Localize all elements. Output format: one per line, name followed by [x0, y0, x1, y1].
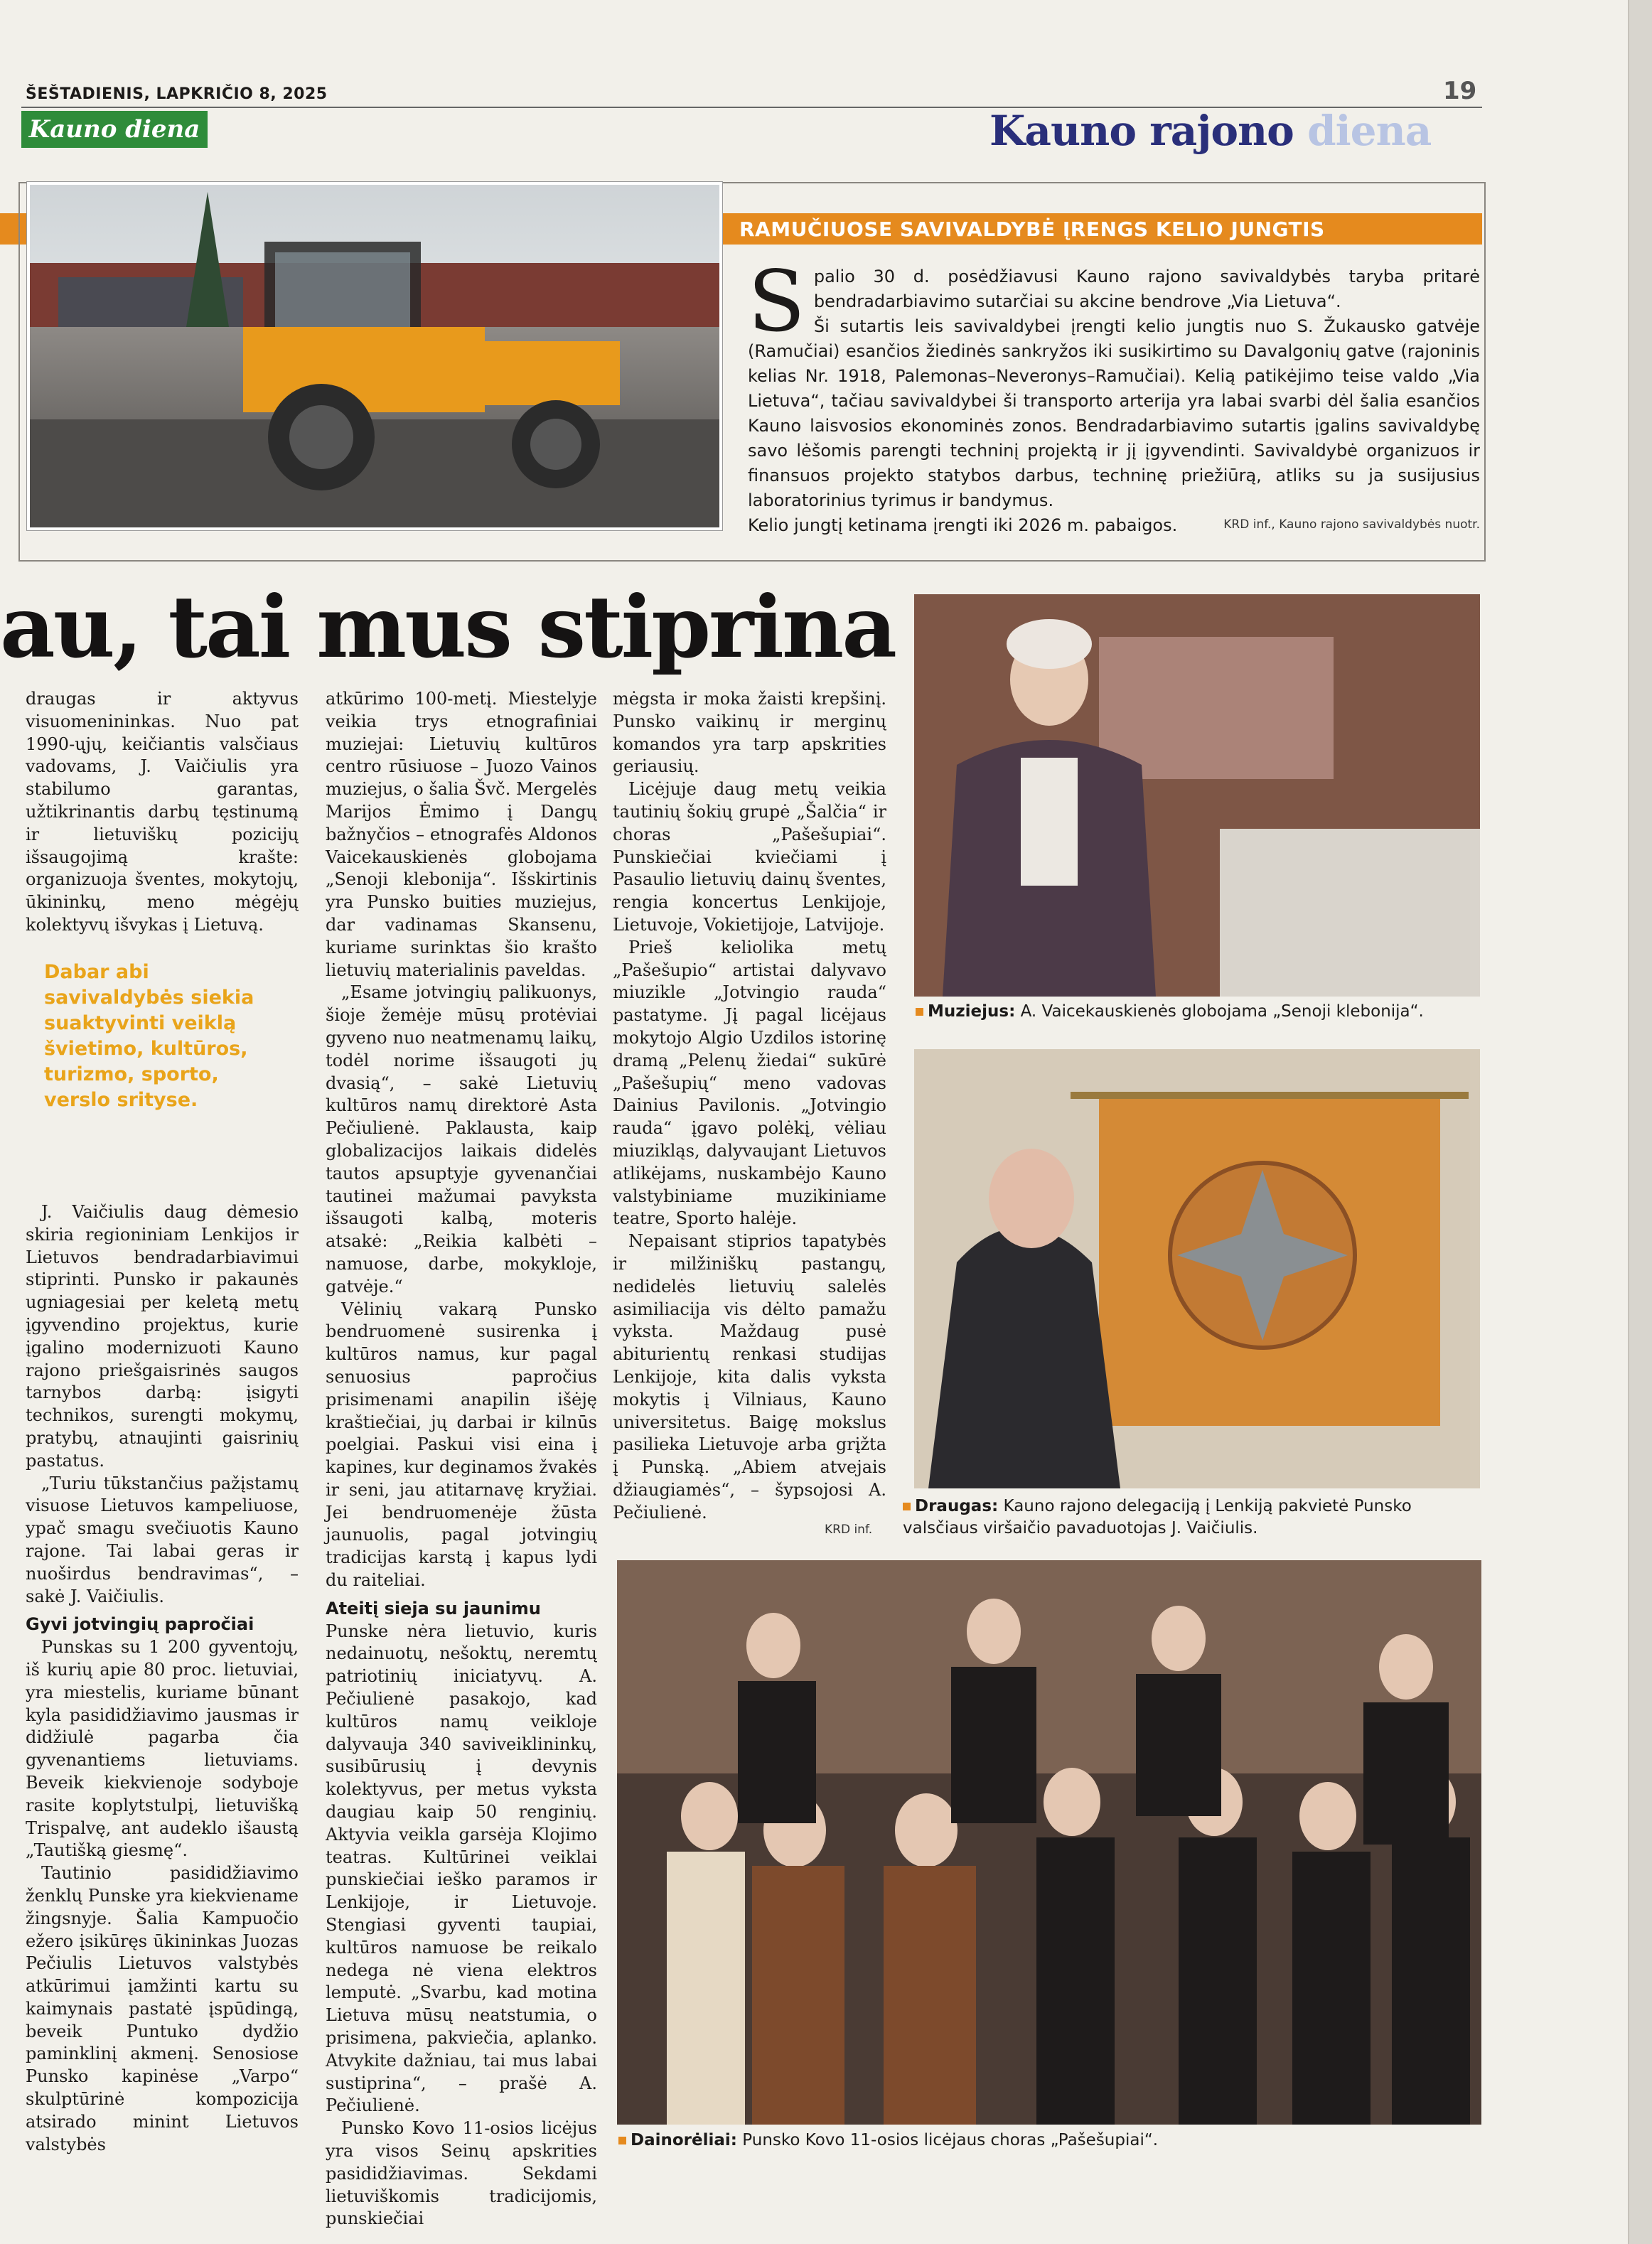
- news-paragraph: Kelio jungtį ketinama įrengti iki 2026 m. pabaigos.: [748, 515, 1178, 535]
- choir-caption: Dainorėliai: Punsko Kovo 11-osios licėjaus choras „Pašešupiai“.: [618, 2130, 1481, 2152]
- section-badge: Kauno diena: [21, 111, 208, 148]
- article-paragraph: Tautinio pasididžiavimo ženklų Punske yra kiekviename žingsnyje. Šalia Kampuočio ežero įsikūręs ūkininkas Juozas Pečiulis Lietuvos valstybės atkūrimui įamžinti kartu su kaimynais pastatė įspūdingą, beveik Puntuko dydžio paminklinį akmenį. Senosiose Punsko kapinėse „Varpo“ skulptūrinė kompozicija atsirado minint Lietuvos valstybės: [26, 1863, 299, 2154]
- page-number: 19: [1443, 77, 1477, 105]
- article-paragraph: „Esame jotvingių palikuonys, šioje žemėje mūsų protėviai gyveno nuo neatmenamų laikų, todėl norime išsaugoti jų dvasią“, – sakė Lietuvių kultūros namų direktorė Asta Pečiulienė. Paklausta, kaip globalizacijos laikais didelės tautos apsuptyje gyvenančiai tautinei mažumai pavyksta išsaugoti kalbą, moteris atsakė: „Reikia kalbėti – namuose, darbe, mokykloje, gatvėje.“: [326, 982, 597, 1297]
- article-paragraph: mėgsta ir moka žaisti krepšinį. Punsko vaikinų ir merginų komandos yra tarp apskrities geriausių.: [613, 689, 886, 777]
- article-paragraph: Punskas su 1 200 gyventojų, iš kurių apie 80 proc. lietuviai, yra miestelis, kuriame būnant kyla pasididžiavimo jausmas ir didžiulė pagarba čia gyvenantiems lietuviams. Beveik kiekvienoje sodyboje rasite koplytstulpį, lietuvišką Trispalvę, ant audeklo išaustą „Tautišką giesmę“.: [26, 1637, 299, 1861]
- caption-marker-icon: [916, 1008, 923, 1016]
- caption-marker-icon: [618, 2137, 626, 2144]
- brand-part-2: diena: [1307, 107, 1432, 155]
- article-column-1-bottom: [26, 1201, 299, 2156]
- banner-caption: Draugas: Kauno rajono delegaciją į Lenkiją pakvietė Punsko valsčiaus viršaičio pavaduotojas J. Vaičiulis.: [903, 1497, 1412, 1537]
- news-headline: RAMUČIUOSE SAVIVALDYBĖ ĮRENGS KELIO JUNGTIS: [739, 218, 1325, 241]
- article-column-1-top: [26, 688, 299, 937]
- news-paragraph: Spalio 30 d. posėdžiavusi Kauno rajono savivaldybės taryba pritarė bendradarbiavimo sutarčiai su akcine bendrove „Via Lietuva“.: [748, 252, 1480, 350]
- article-paragraph: Licėjuje daug metų veikia tautinių šokių grupė „Šalčia“ ir choras „Pašešupiai“. Punskiečiai kviečiami į Pasaulio lietuvių dainų šventes, rengia koncertus Lenkijoje, Lietuvoje, Vokietijoje, Latvijoje.: [613, 779, 886, 935]
- article-headline: au, tai mus stiprina: [0, 577, 895, 677]
- road-roller-illustration: [30, 185, 719, 527]
- banner-illustration: [914, 1049, 1480, 1488]
- article-paragraph: Prieš keliolika metų „Pašešupio“ artistai dalyvavo miuzikle „Jotvingio rauda“ pastatyme. Jį pagal licėjaus mokytojo Algio Uzdilos istorinę dramą „Pelenų žiedai“ sukūrė „Pašešupių“ meno vadovas Dainius Pavilonis. „Jotvingio rauda“ įgavo polėkį, vėliau miuzikląs, dalyvaujant Lietuvos atlikėjams, nuskambėjo Kauno valstybiniame muzikiniame teatre, Sporto halėje.: [613, 937, 886, 1229]
- banner-photo: [914, 1049, 1480, 1488]
- section-brand: [989, 107, 1431, 155]
- article-column-3: [613, 688, 886, 1524]
- article-paragraph: Vėlinių vakarą Punsko bendruomenė susirenka į kultūros namus, kur pagal senuosius papročius prisimenami anapilin išėję kraštiečiai, jų darbai ir kilnūs poelgiai. Paskui visi eina į kapines, kur deginamos žvakės ir seni, jau atitarnavę kryžiai. Jei bendruomenėje žūsta jaunuolis, pagal jotvingių tradicijas karstą į kapus lydi du raiteliai.: [326, 1299, 597, 1591]
- brand-part-1: Kauno rajono: [989, 107, 1308, 155]
- road-roller-photo: [27, 182, 722, 530]
- subhead: Ateitį sieja su jaunimu: [326, 1598, 541, 1618]
- choir-illustration: [617, 1560, 1481, 2125]
- drop-cap: S: [748, 252, 805, 350]
- choir-photo: [617, 1560, 1481, 2125]
- page-edge: [1628, 0, 1652, 2244]
- article-credit: KRD inf.: [825, 1523, 873, 1537]
- subhead: Gyvi jotvingių papročiai: [26, 1614, 254, 1635]
- museum-illustration: [914, 594, 1480, 997]
- article-paragraph: Punsko Kovo 11-osios licėjus yra visos Seinų apskrities pasididžiavimas. Sekdami lietuviškomis tradicijomis, punskiečiai: [326, 2118, 597, 2229]
- news-paragraph: Ši sutartis leis savivaldybei įrengti kelio jungtis nuo S. Žukausko gatvėje (Ramučiai) esančios žiedinės sankryžos iki susikirtimo su Davalgonių gatve (rajoninis kelias Nr. 1918, Palemonas–Neveronys–Ramučiai). Kelią patikėjimo teise valdo „Via Lietuva“, tačiau savivaldybei ši transporto arterija yra labai svarbi dėl šalia esančios Kauno laisvosios ekonominės zonos. Bendradarbiavimo sutartis įgalins savivaldybę savo lėšomis parengti techninį projektą ir jį įgyvendinti. Savivaldybė organizuos ir finansuos projekto statybos darbus, techninę priežiūrą, atliks su ja susijusius laboratorinius tyrimus ir bandymus.: [748, 316, 1480, 510]
- issue-date: ŠEŠTADIENIS, LAPKRIČIO 8, 2025: [26, 85, 328, 103]
- article-paragraph: „Turiu tūkstančius pažįstamų visuose Lietuvos kampeliuose, ypač smagu svečiuotis Kauno rajone. Tai labai geras ir nuoširdus bendravimas“, – sakė J. Vaičiulis.: [26, 1473, 299, 1606]
- article-paragraph: draugas ir aktyvus visuomenininkas. Nuo pat 1990-ųjų, keičiantis valsčiaus vadovams, J. Vaičiulis yra stabilumo garantas, užtikrinantis darbų tęstinumą ir lietuviškų pozicijų išsaugojimą krašte: organizuoja šventes, mokytojų, ūkininkų, meno mėgėjų kolektyvų išvykas į Lietuvą.: [26, 689, 299, 935]
- news-body: [748, 252, 1480, 538]
- article-paragraph: J. Vaičiulis daug dėmesio skiria regioniniam Lenkijos ir Lietuvos bendradarbiavimui stiprinti. Punsko ir pakaunės ugniagesiai per keletą metų įgyvendino projektus, kurie įgalino modernizuoti Kauno rajono priešgaisrinės saugos tarnybos darbą: įsigyti technikos, surengti mokymų, pratybų, atnaujinti gaisrinių pastatus.: [26, 1202, 299, 1471]
- museum-photo: [914, 594, 1480, 997]
- article-paragraph: atkūrimo 100-metį. Miestelyje veikia trys etnografiniai muziejai: Lietuvių kultūros centro rūsiuose – Juozo Vainos muziejus, o šalia Švč. Mergelės Marijos Ėmimo į Dangų bažnyčios – etnografės Aldonos Vaicekauskienės globojama „Senoji klebonija“. Išskirtinis yra Punsko buities muziejus, dar vadinamas Skansenu, kuriame surinktas šio krašto lietuvių materialinis paveldas.: [326, 689, 597, 980]
- pull-quote: Dabar abi savivaldybės siekia suaktyvinti veiklą švietimo, kultūros, turizmo, sporto, verslo srityse.: [44, 961, 254, 1111]
- news-credit: KRD inf., Kauno rajono savivaldybės nuotr.: [1223, 517, 1480, 532]
- article-paragraph: Nepaisant stiprios tapatybės ir milžiniškų pastangų, nedidelės lietuvių salelės asimiliacija vis dėlto pamažu vyksta. Maždaug pusė abiturientų renkasi studijas Lenkijoje, kita dalis vyksta mokytis į Vilniaus, Kauno universitetus. Baigę mokslus pasilieka Lietuvoje arba grįžta į Punską. „Abiem atvejais džiaugiamės“, – šypsojosi A. Pečiulienė.: [613, 1231, 886, 1523]
- article-paragraph: Punske nėra lietuvio, kuris nedainuotų, nešoktų, neremtų patriotinių iniciatyvų. A. Pečiulienė pasakojo, kad kultūros namų veikloje dalyvauja 340 saviveiklininkų, susibūrusių į devynis kolektyvus, per metus vyksta daugiau kaip 50 renginių. Aktyvia veikla garsėja Klojimo teatras. Kultūrinei veiklai punskiečiai ieško paramos ir Lenkijoje, ir Lietuvoje. Stengiasi gyventi taupiai, kultūros namuose be reikalo nedega nė viena elektros lemputė. „Svarbu, kad motina Lietuva mūsų neatstumia, o prisimena, pakviečia, aplanko. Atvykite dažniau, tai mus labai sustiprina“, – prašė A. Pečiulienė.: [326, 1621, 597, 2116]
- caption-marker-icon: [903, 1503, 911, 1510]
- museum-caption: Muziejus: A. Vaicekauskienės globojama „Senoji klebonija“.: [916, 1001, 1481, 1023]
- article-column-2: [326, 688, 597, 2230]
